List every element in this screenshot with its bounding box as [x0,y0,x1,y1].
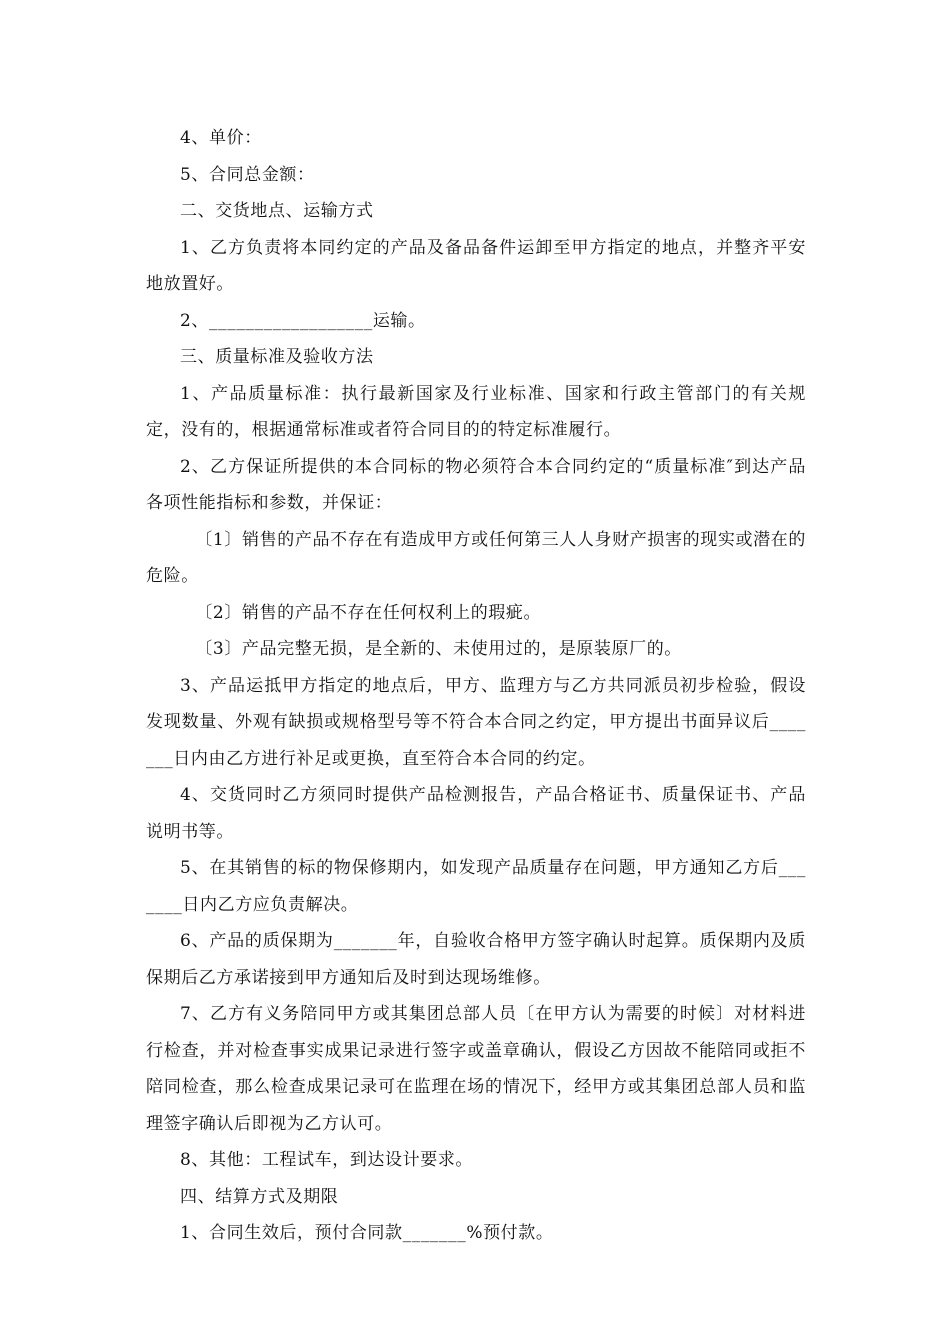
paragraph-quality-3: 3、产品运抵甲方指定的地点后，甲方、监理方与乙方共同派员初步检验，假设发现数量、外观有缺损或规格型号等不符合本合同之约定，甲方提出书面异议后_______日内由乙方进行补足或更换，直至符合本合同的约定。 [146,675,806,769]
paragraph-total-amount: 5、合同总金额： [180,164,315,185]
section-heading-quality: 三、质量标准及验收方法 [180,347,374,367]
paragraph-quality-2-item-2: 〔2〕销售的产品不存在任何权利上的瑕疵。 [195,602,542,623]
paragraph-settlement-1: 1、合同生效后，预付合同款_______%预付款。 [180,1223,554,1243]
paragraph-quality-2-item-1: 〔1〕销售的产品不存在有造成甲方或任何第三人人身财产损害的现实或潜在的危险。 [146,529,806,586]
paragraph-quality-8: 8、其他：工程试车，到达设计要求。 [180,1150,474,1170]
paragraph-quality-7: 7、乙方有义务陪同甲方或其集团总部人员〔在甲方认为需要的时候〕对材料进行检查，并对检查事实成果记录进行签字或盖章确认，假设乙方因故不能陪同或拒不陪同检查，那么检查成果记录可在监理在场的情况下，经甲方或其集团总部人员和监理签字确认后即视为乙方认可。 [146,1004,806,1134]
paragraph-quality-2: 2、乙方保证所提供的本合同标的物必须符合本合同约定的“质量标准″到达产品各项性能指标和参数，并保证： [146,456,806,513]
paragraph-quality-5: 5、在其销售的标的物保修期内，如发现产品质量存在问题，甲方通知乙方后_______日内乙方应负责解决。 [146,858,806,915]
paragraph-quality-6: 6、产品的质保期为_______年，自验收合格甲方签字确认时起算。质保期内及质保期后乙方承诺接到甲方通知后及时到达现场维修。 [146,931,806,988]
paragraph-delivery-2: 2、__________________运输。 [180,310,426,331]
paragraph-quality-2-item-3: 〔3〕产品完整无损，是全新的、未使用过的，是原装原厂的。 [195,639,682,659]
section-heading-delivery: 二、交货地点、运输方式 [180,201,374,221]
section-heading-settlement: 四、结算方式及期限 [180,1186,339,1207]
paragraph-quality-4: 4、交货同时乙方须同时提供产品检测报告，产品合格证书、质量保证书、产品说明书等。 [146,785,806,842]
paragraph-delivery-1: 1、乙方负责将本同约定的产品及备品备件运卸至甲方指定的地点，并整齐平安地放置好。 [146,237,806,294]
document-body [146,120,806,1252]
paragraph-unit-price: 4、单价： [180,128,262,148]
paragraph-quality-1: 1、产品质量标准：执行最新国家及行业标准、国家和行政主管部门的有关规定，没有的，根据通常标准或者符合同目的的特定标准履行。 [146,383,806,440]
